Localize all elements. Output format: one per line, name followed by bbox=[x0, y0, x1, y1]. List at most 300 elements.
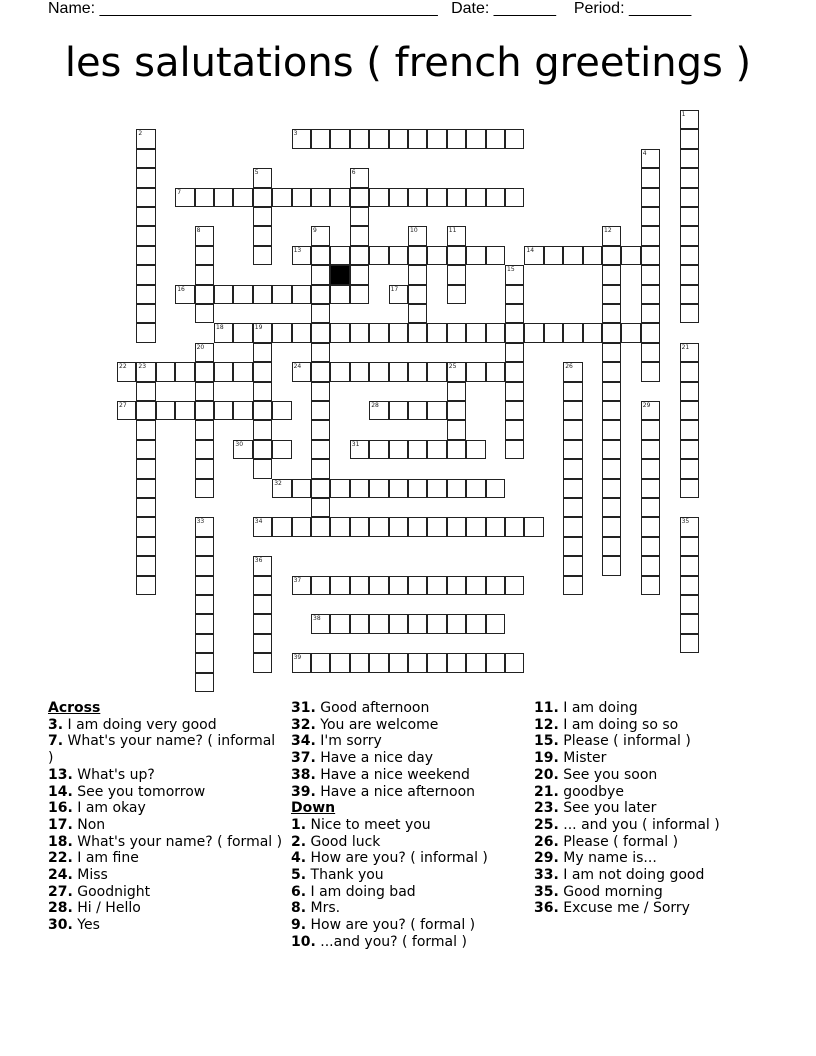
grid-cell[interactable] bbox=[466, 479, 485, 498]
grid-cell[interactable] bbox=[408, 362, 427, 381]
grid-cell[interactable] bbox=[175, 401, 194, 420]
grid-cell[interactable] bbox=[136, 537, 155, 556]
grid-cell[interactable] bbox=[253, 226, 272, 245]
grid-cell[interactable] bbox=[292, 653, 311, 672]
grid-cell[interactable] bbox=[447, 226, 466, 245]
grid-cell[interactable] bbox=[272, 188, 291, 207]
grid-cell[interactable] bbox=[544, 323, 563, 342]
grid-cell[interactable] bbox=[136, 129, 155, 148]
grid-cell[interactable] bbox=[466, 440, 485, 459]
grid-cell[interactable] bbox=[408, 614, 427, 633]
grid-cell[interactable] bbox=[136, 440, 155, 459]
grid-cell[interactable] bbox=[486, 129, 505, 148]
grid-cell[interactable] bbox=[330, 285, 349, 304]
grid-cell[interactable] bbox=[253, 168, 272, 187]
grid-cell[interactable] bbox=[602, 498, 621, 517]
grid-cell[interactable] bbox=[311, 129, 330, 148]
grid-cell[interactable] bbox=[563, 246, 582, 265]
grid-cell[interactable] bbox=[136, 401, 155, 420]
grid-cell[interactable] bbox=[136, 362, 155, 381]
grid-cell[interactable] bbox=[505, 362, 524, 381]
grid-cell[interactable] bbox=[602, 440, 621, 459]
grid-cell[interactable] bbox=[311, 517, 330, 536]
grid-cell[interactable] bbox=[680, 129, 699, 148]
grid-cell[interactable] bbox=[195, 304, 214, 323]
grid-cell[interactable] bbox=[408, 479, 427, 498]
grid-cell[interactable] bbox=[195, 517, 214, 536]
grid-cell[interactable] bbox=[233, 401, 252, 420]
grid-cell[interactable] bbox=[253, 614, 272, 633]
grid-cell[interactable] bbox=[447, 129, 466, 148]
grid-cell[interactable] bbox=[641, 420, 660, 439]
grid-cell[interactable] bbox=[466, 576, 485, 595]
grid-cell[interactable] bbox=[195, 673, 214, 692]
grid-cell[interactable] bbox=[447, 382, 466, 401]
grid-cell[interactable] bbox=[408, 304, 427, 323]
grid-cell[interactable] bbox=[466, 517, 485, 536]
grid-cell[interactable] bbox=[641, 304, 660, 323]
grid-cell[interactable] bbox=[253, 595, 272, 614]
grid-cell[interactable] bbox=[408, 226, 427, 245]
grid-cell[interactable] bbox=[505, 653, 524, 672]
grid-cell[interactable] bbox=[350, 129, 369, 148]
grid-cell[interactable] bbox=[350, 188, 369, 207]
grid-cell[interactable] bbox=[447, 323, 466, 342]
date-field[interactable]: Date: _______ bbox=[451, 0, 557, 17]
grid-cell[interactable] bbox=[641, 285, 660, 304]
grid-cell[interactable] bbox=[602, 517, 621, 536]
grid-cell[interactable] bbox=[427, 188, 446, 207]
grid-cell[interactable] bbox=[214, 285, 233, 304]
grid-cell[interactable] bbox=[253, 401, 272, 420]
grid-cell[interactable] bbox=[641, 323, 660, 342]
grid-cell[interactable] bbox=[311, 576, 330, 595]
grid-cell[interactable] bbox=[641, 343, 660, 362]
grid-cell[interactable] bbox=[253, 440, 272, 459]
grid-cell[interactable] bbox=[602, 362, 621, 381]
grid-cell[interactable] bbox=[214, 401, 233, 420]
period-field[interactable]: Period: _______ bbox=[573, 0, 692, 17]
grid-cell[interactable] bbox=[369, 401, 388, 420]
grid-cell[interactable] bbox=[389, 246, 408, 265]
grid-cell[interactable] bbox=[330, 362, 349, 381]
grid-cell[interactable] bbox=[195, 440, 214, 459]
grid-cell[interactable] bbox=[253, 323, 272, 342]
grid-cell[interactable] bbox=[330, 576, 349, 595]
grid-cell[interactable] bbox=[641, 498, 660, 517]
grid-cell[interactable] bbox=[447, 517, 466, 536]
grid-cell[interactable] bbox=[389, 285, 408, 304]
grid-cell[interactable] bbox=[563, 498, 582, 517]
grid-cell[interactable] bbox=[292, 576, 311, 595]
grid-cell[interactable] bbox=[602, 246, 621, 265]
grid-cell[interactable] bbox=[680, 246, 699, 265]
grid-cell[interactable] bbox=[427, 614, 446, 633]
grid-cell[interactable] bbox=[311, 498, 330, 517]
grid-cell[interactable] bbox=[680, 226, 699, 245]
grid-cell[interactable] bbox=[136, 168, 155, 187]
grid-cell[interactable] bbox=[330, 129, 349, 148]
grid-cell[interactable] bbox=[195, 479, 214, 498]
grid-cell[interactable] bbox=[369, 653, 388, 672]
grid-cell[interactable] bbox=[680, 517, 699, 536]
grid-cell[interactable] bbox=[136, 285, 155, 304]
grid-cell[interactable] bbox=[505, 420, 524, 439]
grid-cell[interactable] bbox=[408, 285, 427, 304]
grid-cell[interactable] bbox=[311, 420, 330, 439]
grid-cell[interactable] bbox=[175, 362, 194, 381]
grid-cell[interactable] bbox=[641, 265, 660, 284]
grid-cell[interactable] bbox=[136, 517, 155, 536]
grid-cell[interactable] bbox=[505, 188, 524, 207]
grid-cell[interactable] bbox=[563, 479, 582, 498]
grid-cell[interactable] bbox=[408, 129, 427, 148]
grid-cell[interactable] bbox=[486, 246, 505, 265]
grid-cell[interactable] bbox=[505, 440, 524, 459]
grid-cell[interactable] bbox=[583, 246, 602, 265]
grid-cell[interactable] bbox=[641, 226, 660, 245]
grid-cell[interactable] bbox=[680, 556, 699, 575]
grid-cell[interactable] bbox=[466, 362, 485, 381]
grid-cell[interactable] bbox=[350, 207, 369, 226]
grid-cell[interactable] bbox=[156, 362, 175, 381]
grid-cell[interactable] bbox=[680, 595, 699, 614]
grid-cell[interactable] bbox=[641, 479, 660, 498]
grid-cell[interactable] bbox=[195, 362, 214, 381]
grid-cell[interactable] bbox=[427, 401, 446, 420]
grid-cell[interactable] bbox=[292, 246, 311, 265]
grid-cell[interactable] bbox=[583, 323, 602, 342]
grid-cell[interactable] bbox=[369, 479, 388, 498]
grid-cell[interactable] bbox=[505, 576, 524, 595]
grid-cell[interactable] bbox=[292, 362, 311, 381]
grid-cell[interactable] bbox=[505, 285, 524, 304]
grid-cell[interactable] bbox=[641, 207, 660, 226]
grid-cell[interactable] bbox=[680, 634, 699, 653]
grid-cell[interactable] bbox=[680, 420, 699, 439]
grid-cell[interactable] bbox=[195, 537, 214, 556]
grid-cell[interactable] bbox=[195, 459, 214, 478]
grid-cell[interactable] bbox=[680, 285, 699, 304]
grid-cell[interactable] bbox=[195, 595, 214, 614]
grid-cell[interactable] bbox=[136, 265, 155, 284]
grid-cell[interactable] bbox=[369, 246, 388, 265]
grid-cell[interactable] bbox=[680, 168, 699, 187]
grid-cell[interactable] bbox=[408, 440, 427, 459]
grid-cell[interactable] bbox=[641, 362, 660, 381]
grid-cell[interactable] bbox=[447, 188, 466, 207]
grid-cell[interactable] bbox=[602, 304, 621, 323]
grid-cell[interactable] bbox=[311, 285, 330, 304]
grid-cell[interactable] bbox=[389, 614, 408, 633]
grid-cell[interactable] bbox=[602, 343, 621, 362]
grid-cell[interactable] bbox=[156, 401, 175, 420]
grid-cell[interactable] bbox=[195, 576, 214, 595]
grid-cell[interactable] bbox=[505, 382, 524, 401]
grid-cell[interactable] bbox=[641, 517, 660, 536]
grid-cell[interactable] bbox=[680, 537, 699, 556]
grid-cell[interactable] bbox=[427, 440, 446, 459]
grid-cell[interactable] bbox=[389, 479, 408, 498]
grid-cell[interactable] bbox=[680, 382, 699, 401]
grid-cell[interactable] bbox=[563, 362, 582, 381]
grid-cell[interactable] bbox=[408, 265, 427, 284]
grid-cell[interactable] bbox=[311, 226, 330, 245]
grid-cell[interactable] bbox=[602, 401, 621, 420]
grid-cell[interactable] bbox=[350, 440, 369, 459]
grid-cell[interactable] bbox=[680, 479, 699, 498]
grid-cell[interactable] bbox=[369, 614, 388, 633]
grid-cell[interactable] bbox=[117, 401, 136, 420]
grid-cell[interactable] bbox=[389, 362, 408, 381]
grid-cell[interactable] bbox=[253, 653, 272, 672]
grid-cell[interactable] bbox=[136, 556, 155, 575]
grid-cell[interactable] bbox=[253, 517, 272, 536]
grid-cell[interactable] bbox=[447, 401, 466, 420]
grid-cell[interactable] bbox=[136, 246, 155, 265]
grid-cell[interactable] bbox=[389, 401, 408, 420]
grid-cell[interactable] bbox=[447, 479, 466, 498]
grid-cell[interactable] bbox=[253, 246, 272, 265]
grid-cell[interactable] bbox=[272, 285, 291, 304]
grid-cell[interactable] bbox=[350, 323, 369, 342]
grid-cell[interactable] bbox=[602, 420, 621, 439]
grid-cell[interactable] bbox=[350, 168, 369, 187]
grid-cell[interactable] bbox=[253, 188, 272, 207]
grid-cell[interactable] bbox=[427, 362, 446, 381]
grid-cell[interactable] bbox=[195, 653, 214, 672]
grid-cell[interactable] bbox=[136, 382, 155, 401]
grid-cell[interactable] bbox=[389, 440, 408, 459]
grid-cell[interactable] bbox=[524, 246, 543, 265]
grid-cell[interactable] bbox=[563, 576, 582, 595]
grid-cell[interactable] bbox=[486, 517, 505, 536]
grid-cell[interactable] bbox=[505, 517, 524, 536]
grid-cell[interactable] bbox=[641, 168, 660, 187]
grid-cell[interactable] bbox=[389, 576, 408, 595]
grid-cell[interactable] bbox=[447, 614, 466, 633]
grid-cell[interactable] bbox=[389, 129, 408, 148]
grid-cell[interactable] bbox=[350, 479, 369, 498]
grid-cell[interactable] bbox=[214, 362, 233, 381]
grid-cell[interactable] bbox=[408, 246, 427, 265]
grid-cell[interactable] bbox=[486, 362, 505, 381]
grid-cell[interactable] bbox=[641, 246, 660, 265]
name-field[interactable]: Name: ______________________________________ bbox=[48, 0, 438, 17]
grid-cell[interactable] bbox=[369, 576, 388, 595]
grid-cell[interactable] bbox=[311, 479, 330, 498]
grid-cell[interactable] bbox=[524, 517, 543, 536]
grid-cell[interactable] bbox=[195, 420, 214, 439]
grid-cell[interactable] bbox=[408, 188, 427, 207]
grid-cell[interactable] bbox=[680, 401, 699, 420]
grid-cell[interactable] bbox=[602, 537, 621, 556]
grid-cell[interactable] bbox=[641, 401, 660, 420]
grid-cell[interactable] bbox=[602, 459, 621, 478]
grid-cell[interactable] bbox=[292, 129, 311, 148]
grid-cell[interactable] bbox=[350, 517, 369, 536]
grid-cell[interactable] bbox=[136, 323, 155, 342]
grid-cell[interactable] bbox=[311, 459, 330, 478]
grid-cell[interactable] bbox=[427, 246, 446, 265]
grid-cell[interactable] bbox=[311, 265, 330, 284]
grid-cell[interactable] bbox=[253, 420, 272, 439]
grid-cell[interactable] bbox=[486, 653, 505, 672]
grid-cell[interactable] bbox=[680, 614, 699, 633]
grid-cell[interactable] bbox=[253, 459, 272, 478]
grid-cell[interactable] bbox=[136, 459, 155, 478]
grid-cell[interactable] bbox=[136, 479, 155, 498]
grid-cell[interactable] bbox=[253, 285, 272, 304]
grid-cell[interactable] bbox=[233, 188, 252, 207]
grid-cell[interactable] bbox=[447, 576, 466, 595]
grid-cell[interactable] bbox=[505, 304, 524, 323]
grid-cell[interactable] bbox=[136, 188, 155, 207]
grid-cell[interactable] bbox=[272, 323, 291, 342]
grid-cell[interactable] bbox=[292, 285, 311, 304]
grid-cell[interactable] bbox=[427, 323, 446, 342]
grid-cell[interactable] bbox=[408, 517, 427, 536]
grid-cell[interactable] bbox=[447, 440, 466, 459]
grid-cell[interactable] bbox=[272, 401, 291, 420]
grid-cell[interactable] bbox=[563, 556, 582, 575]
grid-cell[interactable] bbox=[486, 323, 505, 342]
grid-cell[interactable] bbox=[311, 304, 330, 323]
grid-cell[interactable] bbox=[330, 323, 349, 342]
grid-cell[interactable] bbox=[680, 576, 699, 595]
grid-cell[interactable] bbox=[330, 246, 349, 265]
grid-cell[interactable] bbox=[136, 498, 155, 517]
grid-cell[interactable] bbox=[621, 323, 640, 342]
grid-cell[interactable] bbox=[427, 129, 446, 148]
grid-cell[interactable] bbox=[292, 517, 311, 536]
grid-cell[interactable] bbox=[195, 226, 214, 245]
grid-cell[interactable] bbox=[311, 653, 330, 672]
grid-cell[interactable] bbox=[136, 576, 155, 595]
grid-cell[interactable] bbox=[447, 420, 466, 439]
grid-cell[interactable] bbox=[253, 576, 272, 595]
grid-cell[interactable] bbox=[350, 285, 369, 304]
grid-cell[interactable] bbox=[680, 265, 699, 284]
grid-cell[interactable] bbox=[602, 556, 621, 575]
grid-cell[interactable] bbox=[466, 129, 485, 148]
grid-cell[interactable] bbox=[563, 517, 582, 536]
grid-cell[interactable] bbox=[292, 188, 311, 207]
grid-cell[interactable] bbox=[330, 614, 349, 633]
grid-cell[interactable] bbox=[195, 188, 214, 207]
grid-cell[interactable] bbox=[427, 479, 446, 498]
grid-cell[interactable] bbox=[602, 323, 621, 342]
grid-cell[interactable] bbox=[369, 188, 388, 207]
grid-cell[interactable] bbox=[641, 440, 660, 459]
grid-cell[interactable] bbox=[136, 207, 155, 226]
grid-cell[interactable] bbox=[350, 653, 369, 672]
grid-cell[interactable] bbox=[311, 362, 330, 381]
grid-cell[interactable] bbox=[233, 362, 252, 381]
grid-cell[interactable] bbox=[214, 188, 233, 207]
grid-cell[interactable] bbox=[311, 246, 330, 265]
grid-cell[interactable] bbox=[330, 479, 349, 498]
grid-cell[interactable] bbox=[602, 382, 621, 401]
grid-cell[interactable] bbox=[466, 614, 485, 633]
grid-cell[interactable] bbox=[175, 188, 194, 207]
grid-cell[interactable] bbox=[195, 401, 214, 420]
grid-cell[interactable] bbox=[602, 285, 621, 304]
grid-cell[interactable] bbox=[466, 246, 485, 265]
grid-cell[interactable] bbox=[253, 207, 272, 226]
grid-cell[interactable] bbox=[602, 265, 621, 284]
grid-cell[interactable] bbox=[447, 285, 466, 304]
grid-cell[interactable] bbox=[621, 246, 640, 265]
grid-cell[interactable] bbox=[253, 634, 272, 653]
grid-cell[interactable] bbox=[680, 362, 699, 381]
grid-cell[interactable] bbox=[350, 265, 369, 284]
grid-cell[interactable] bbox=[311, 614, 330, 633]
grid-cell[interactable] bbox=[253, 343, 272, 362]
grid-cell[interactable] bbox=[427, 576, 446, 595]
grid-cell[interactable] bbox=[330, 188, 349, 207]
grid-cell[interactable] bbox=[505, 343, 524, 362]
grid-cell[interactable] bbox=[195, 285, 214, 304]
grid-cell[interactable] bbox=[680, 440, 699, 459]
grid-cell[interactable] bbox=[292, 323, 311, 342]
grid-cell[interactable] bbox=[641, 556, 660, 575]
grid-cell[interactable] bbox=[311, 323, 330, 342]
grid-cell[interactable] bbox=[117, 362, 136, 381]
grid-cell[interactable] bbox=[350, 362, 369, 381]
grid-cell[interactable] bbox=[369, 517, 388, 536]
grid-cell[interactable] bbox=[195, 343, 214, 362]
grid-cell[interactable] bbox=[369, 129, 388, 148]
grid-cell[interactable] bbox=[563, 440, 582, 459]
grid-cell[interactable] bbox=[505, 401, 524, 420]
grid-cell[interactable] bbox=[330, 653, 349, 672]
grid-cell[interactable] bbox=[447, 362, 466, 381]
grid-cell[interactable] bbox=[563, 420, 582, 439]
grid-cell[interactable] bbox=[427, 653, 446, 672]
grid-cell[interactable] bbox=[408, 401, 427, 420]
grid-cell[interactable] bbox=[486, 188, 505, 207]
grid-cell[interactable] bbox=[486, 614, 505, 633]
grid-cell[interactable] bbox=[195, 634, 214, 653]
grid-cell[interactable] bbox=[311, 188, 330, 207]
grid-cell[interactable] bbox=[350, 614, 369, 633]
grid-cell[interactable] bbox=[641, 459, 660, 478]
grid-cell[interactable] bbox=[563, 323, 582, 342]
grid-cell[interactable] bbox=[447, 653, 466, 672]
grid-cell[interactable] bbox=[680, 459, 699, 478]
grid-cell[interactable] bbox=[136, 226, 155, 245]
grid-cell[interactable] bbox=[175, 285, 194, 304]
grid-cell[interactable] bbox=[563, 459, 582, 478]
grid-cell[interactable] bbox=[136, 420, 155, 439]
grid-cell[interactable] bbox=[505, 129, 524, 148]
grid-cell[interactable] bbox=[253, 382, 272, 401]
grid-cell[interactable] bbox=[350, 246, 369, 265]
grid-cell[interactable] bbox=[408, 576, 427, 595]
grid-cell[interactable] bbox=[311, 401, 330, 420]
grid-cell[interactable] bbox=[214, 323, 233, 342]
grid-cell[interactable] bbox=[680, 149, 699, 168]
grid-cell[interactable] bbox=[466, 188, 485, 207]
grid-cell[interactable] bbox=[563, 537, 582, 556]
grid-cell[interactable] bbox=[466, 653, 485, 672]
grid-cell[interactable] bbox=[233, 323, 252, 342]
grid-cell[interactable] bbox=[350, 226, 369, 245]
grid-cell[interactable] bbox=[195, 265, 214, 284]
grid-cell[interactable] bbox=[680, 304, 699, 323]
grid-cell[interactable] bbox=[195, 382, 214, 401]
